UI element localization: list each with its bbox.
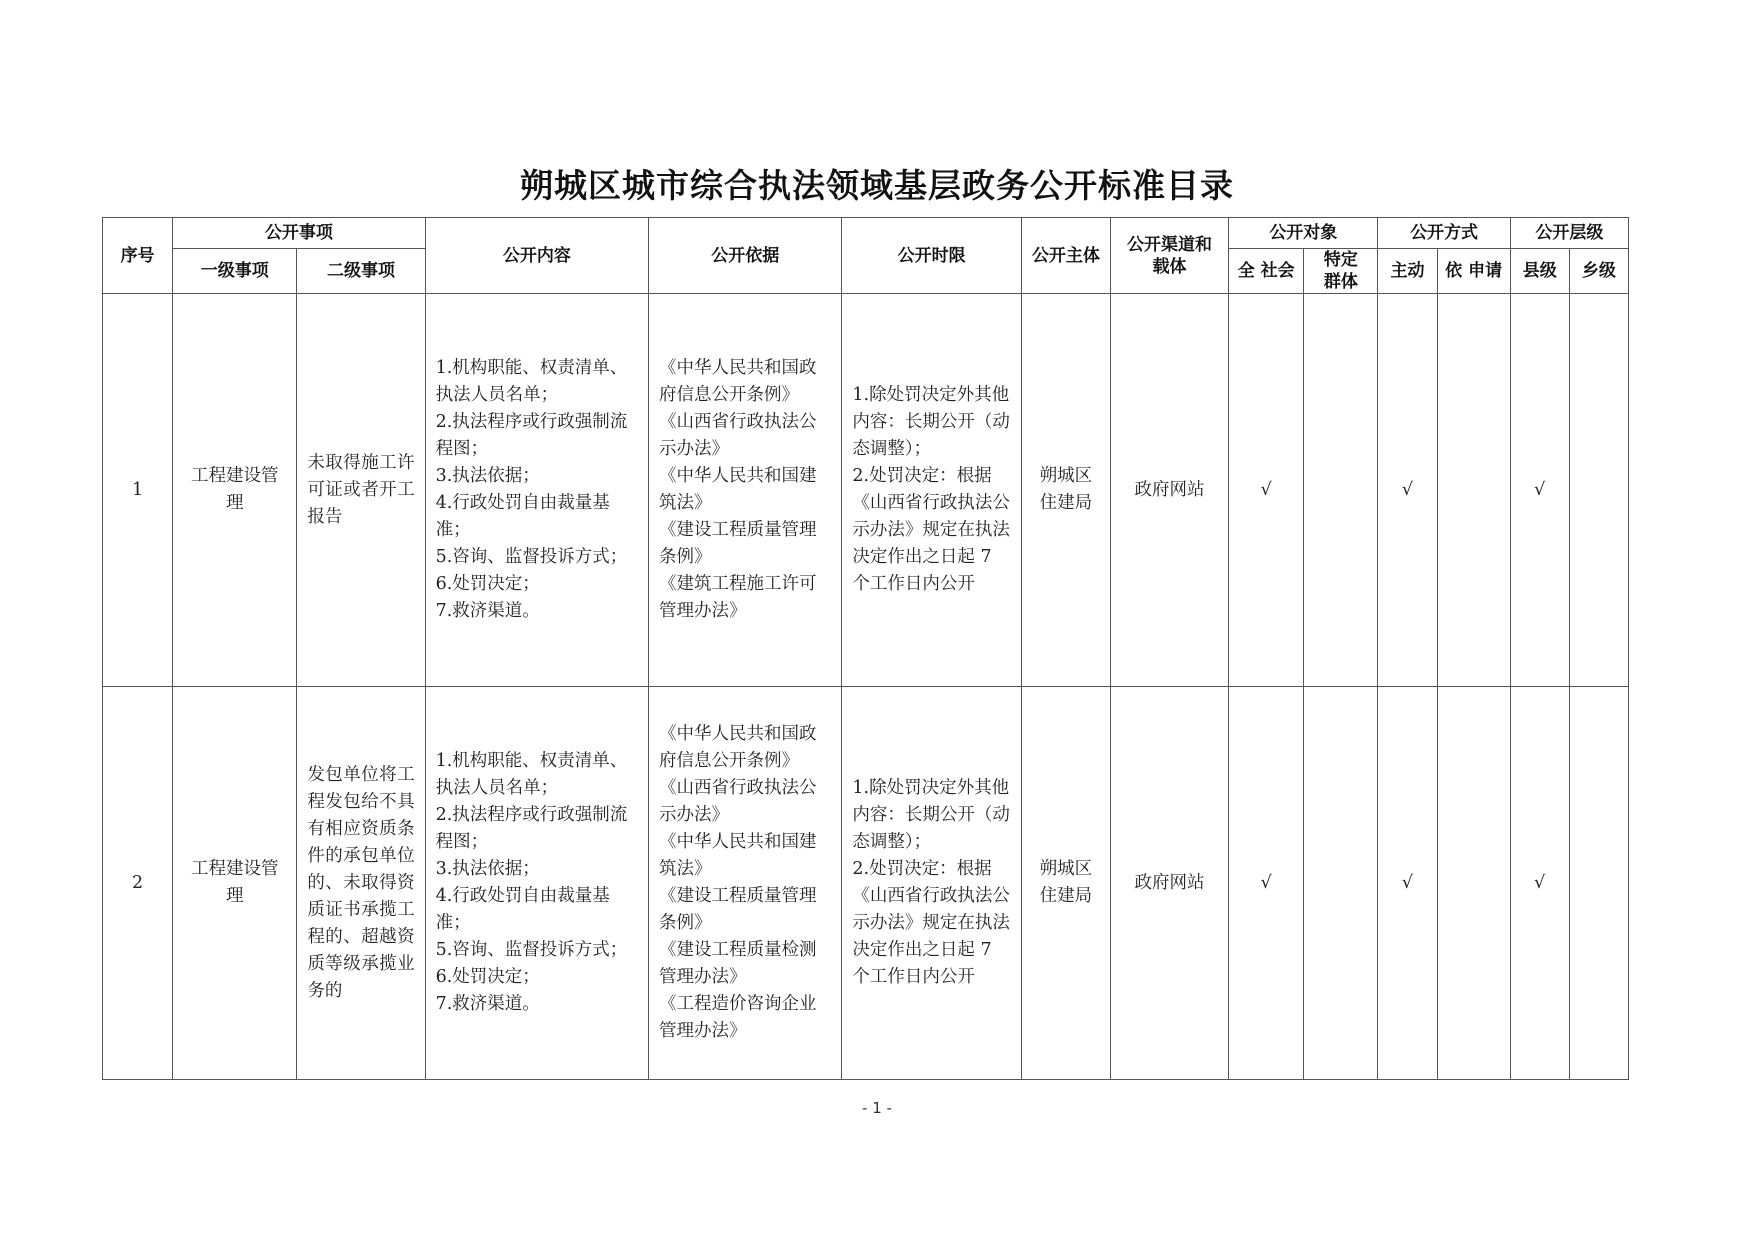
row-basis-line: 《中华人民共和国政府信息公开条例》 bbox=[659, 358, 817, 405]
row-content-line: 4.行政处罚自由裁量基准； bbox=[435, 493, 610, 540]
row-content-line: 2.执法程序或行政强制流程图； bbox=[435, 805, 628, 852]
row-seq: 2 bbox=[103, 687, 173, 1080]
header-seq: 序号 bbox=[103, 218, 173, 294]
specific-group-check bbox=[1304, 687, 1378, 1080]
row-basis-line: 《建设工程质量管理条例》 bbox=[659, 520, 817, 567]
header-active: 主动 bbox=[1378, 249, 1437, 294]
header-item-group: 公开事项 bbox=[173, 218, 425, 249]
row-content-line: 6.处罚决定； bbox=[435, 967, 540, 987]
row-basis bbox=[649, 687, 842, 1080]
row-basis bbox=[649, 294, 842, 687]
row-level1: 工程建设管理 bbox=[173, 294, 297, 687]
row-content-line: 6.处罚决定； bbox=[435, 574, 540, 594]
row-time-limit bbox=[842, 687, 1021, 1080]
on-request-check bbox=[1437, 294, 1510, 687]
active-check: √ bbox=[1378, 687, 1437, 1080]
row-content bbox=[425, 687, 648, 1080]
header-county: 县级 bbox=[1510, 249, 1569, 294]
header-level-group: 公开层级 bbox=[1510, 218, 1628, 249]
row-content-line: 7.救济渠道。 bbox=[435, 601, 540, 621]
header-mode-group: 公开方式 bbox=[1378, 218, 1510, 249]
row-content-line: 5.咨询、监督投诉方式； bbox=[435, 547, 628, 567]
row-time-limit bbox=[842, 294, 1021, 687]
row-level1: 工程建设管理 bbox=[173, 687, 297, 1080]
township-check bbox=[1569, 294, 1628, 687]
header-content: 公开内容 bbox=[425, 218, 648, 294]
row-channel: 政府网站 bbox=[1110, 294, 1228, 687]
table-row bbox=[103, 294, 1629, 687]
header-subject: 公开主体 bbox=[1021, 218, 1110, 294]
row-basis-line: 《山西省行政执法公示办法》 bbox=[659, 412, 817, 459]
row-basis-line: 《中华人民共和国政府信息公开条例》 bbox=[659, 724, 817, 771]
row-time-limit-line: 2.处罚决定：根据《山西省行政执法公示办法》规定在执法决定作出之日起 7 个工作日内公开 bbox=[852, 859, 1010, 987]
township-check bbox=[1569, 687, 1628, 1080]
row-content-line: 5.咨询、监督投诉方式； bbox=[435, 940, 628, 960]
row-seq: 1 bbox=[103, 294, 173, 687]
table-row bbox=[103, 687, 1629, 1080]
row-time-limit-line: 2.处罚决定：根据《山西省行政执法公示办法》规定在执法决定作出之日起 7 个工作日内公开 bbox=[852, 466, 1010, 594]
row-basis-line: 《建筑工程施工许可管理办法》 bbox=[659, 574, 817, 621]
header-all-society: 全 社会 bbox=[1229, 249, 1304, 294]
row-time-limit-line: 1.除处罚决定外其他内容：长期公开（动态调整）； bbox=[852, 778, 1010, 852]
row-content-line: 1.机构职能、权责清单、执法人员名单； bbox=[435, 751, 628, 798]
header-township: 乡级 bbox=[1569, 249, 1628, 294]
row-content-line: 4.行政处罚自由裁量基准； bbox=[435, 886, 610, 933]
row-content bbox=[425, 294, 648, 687]
row-content-line: 1.机构职能、权责清单、执法人员名单； bbox=[435, 358, 628, 405]
row-subject: 朔城区住建局 bbox=[1021, 294, 1110, 687]
row-basis-line: 《工程造价咨询企业管理办法》 bbox=[659, 994, 817, 1041]
row-subject: 朔城区住建局 bbox=[1021, 687, 1110, 1080]
active-check: √ bbox=[1378, 294, 1437, 687]
document-title: 朔城区城市综合执法领域基层政务公开标准目录 bbox=[520, 166, 1234, 205]
header-object-group: 公开对象 bbox=[1229, 218, 1378, 249]
row-basis-line: 《建设工程质量管理条例》 bbox=[659, 886, 817, 933]
header-on-request: 依 申请 bbox=[1437, 249, 1510, 294]
all-society-check: √ bbox=[1229, 687, 1304, 1080]
header-level2: 二级事项 bbox=[297, 249, 425, 294]
row-level2: 发包单位将工程发包给不具有相应资质条件的承包单位的、未取得资质证书承揽工程的、超越资质等级承揽业务的 bbox=[297, 687, 425, 1080]
county-check: √ bbox=[1510, 294, 1569, 687]
row-channel: 政府网站 bbox=[1110, 687, 1228, 1080]
row-basis-line: 《建设工程质量检测管理办法》 bbox=[659, 940, 817, 987]
disclosure-catalog-table bbox=[102, 217, 1629, 1080]
row-basis-line: 《山西省行政执法公示办法》 bbox=[659, 778, 817, 825]
row-content-line: 2.执法程序或行政强制流程图； bbox=[435, 412, 628, 459]
row-content-line: 3.执法依据； bbox=[435, 466, 540, 486]
specific-group-check bbox=[1304, 294, 1378, 687]
header-specific-group: 特定群体 bbox=[1304, 249, 1378, 294]
row-basis-line: 《中华人民共和国建筑法》 bbox=[659, 832, 817, 879]
row-content-line: 7.救济渠道。 bbox=[435, 994, 540, 1014]
on-request-check bbox=[1437, 687, 1510, 1080]
all-society-check: √ bbox=[1229, 294, 1304, 687]
header-basis: 公开依据 bbox=[649, 218, 842, 294]
page-number: - 1 - bbox=[862, 1099, 892, 1117]
header-time-limit: 公开时限 bbox=[842, 218, 1021, 294]
county-check: √ bbox=[1510, 687, 1569, 1080]
row-level2: 未取得施工许可证或者开工报告 bbox=[297, 294, 425, 687]
header-channel: 公开渠道和载体 bbox=[1110, 218, 1228, 294]
row-basis-line: 《中华人民共和国建筑法》 bbox=[659, 466, 817, 513]
row-time-limit-line: 1.除处罚决定外其他内容：长期公开（动态调整）； bbox=[852, 385, 1010, 459]
header-level1: 一级事项 bbox=[173, 249, 297, 294]
row-content-line: 3.执法依据； bbox=[435, 859, 540, 879]
